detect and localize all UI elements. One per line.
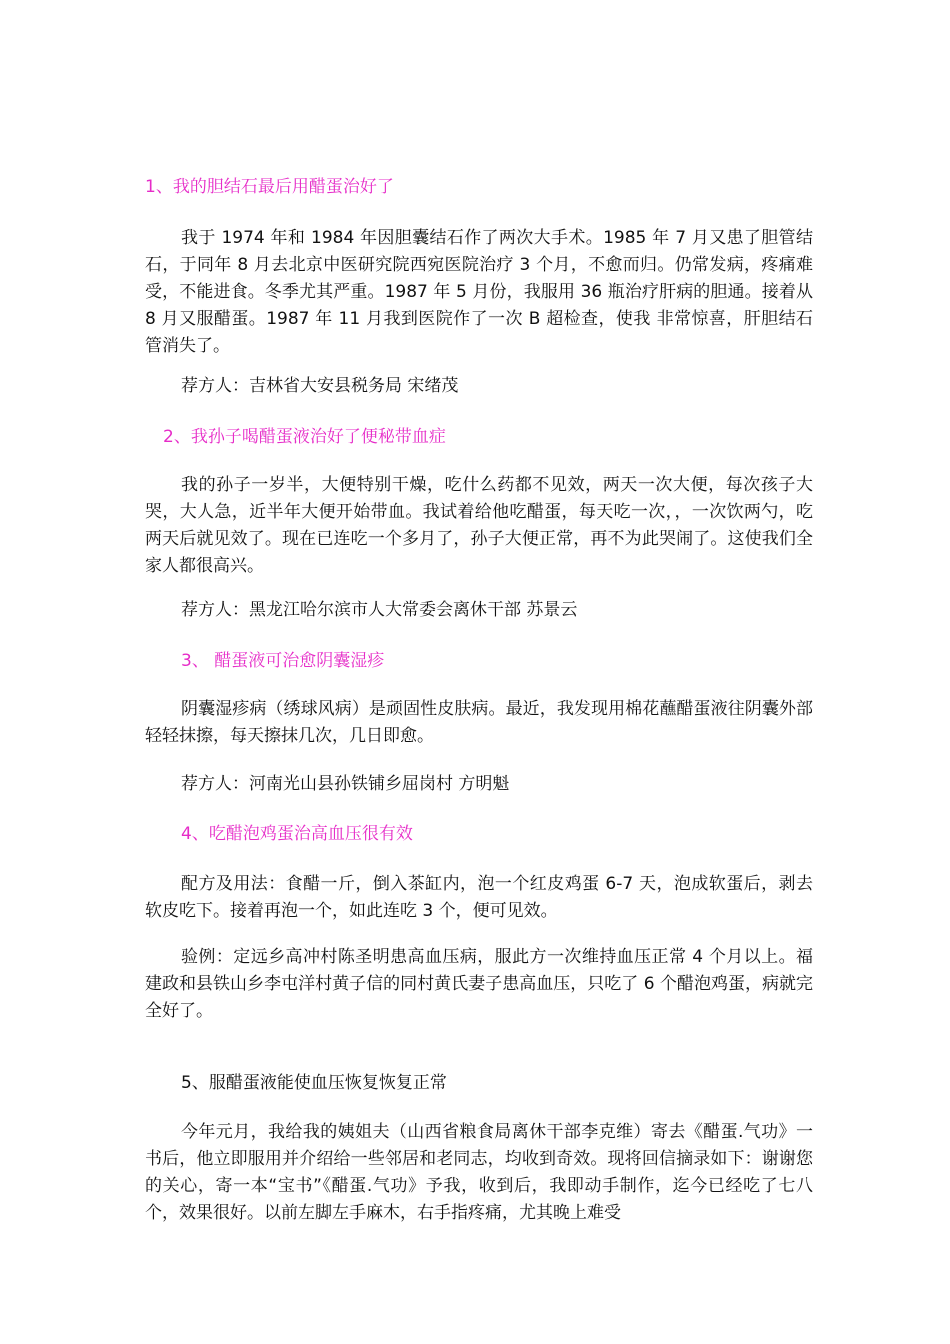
section-3-heading: 3、 醋蛋液可治愈阴囊湿疹 [181, 651, 385, 671]
section-3-referrer: 荐方人：河南光山县孙铁铺乡屈岗村 方明魁 [181, 774, 510, 794]
section-1-paragraph: 我于 1974 年和 1984 年因胆囊结石作了两次大手术。1985 年 7 月又患了胆管结石，于同年 8 月去北京中医研究院西宛医院治疗 3 个月，不愈而归。仍常发病，疼痛难受，不能进食。冬季尤其严重。1987 年 5 月份，我服用 36 瓶治疗肝病的胆通。接着从 8 月又服醋蛋。1987 年 11 月我到医院作了一次 B 超检查，使我 非常惊喜，肝胆结石管消失了。 [145, 228, 813, 356]
section-2-heading: 2、我孙子喝醋蛋液治好了便秘带血症 [163, 427, 446, 447]
section-2-paragraph: 我的孙子一岁半，大便特别干燥，吃什么药都不见效，两天一次大便，每次孩子大哭，大人急，近半年大便开始带血。我试着给他吃醋蛋，每天吃一次，，一次饮两勺，吃两天后就见效了。现在已连吃一个多月了，孙子大便正常，再不为此哭闹了。这使我们全家人都很高兴。 [145, 475, 813, 576]
section-1-heading: 1、我的胆结石最后用醋蛋治好了 [145, 177, 394, 197]
section-5-paragraph: 今年元月，我给我的姨姐夫（山西省粮食局离休干部李克维）寄去《醋蛋.气功》一书后，他立即服用并介绍给一些邻居和老同志，均收到奇效。现将回信摘录如下：谢谢您的关心，寄一本“宝书”《醋蛋.气功》予我，收到后，我即动手制作，迄今已经吃了七八个，效果很好。以前左脚左手麻木，右手指疼痛，尤其晚上难受 [145, 1122, 813, 1223]
section-1-referrer: 荐方人：吉林省大安县税务局 宋绪茂 [181, 376, 459, 396]
section-4-paragraph-example: 验例：定远乡高冲村陈圣明患高血压病，服此方一次维持血压正常 4 个月以上。福建政和县铁山乡李屯洋村黄子信的同村黄氏妻子患高血压，只吃了 6 个醋泡鸡蛋，病就完全好了。 [145, 947, 813, 1021]
section-2-referrer: 荐方人：黑龙江哈尔滨市人大常委会离休干部 苏景云 [181, 600, 578, 620]
section-5-heading: 5、服醋蛋液能使血压恢复恢复正常 [181, 1073, 447, 1093]
section-4-paragraph-recipe: 配方及用法：食醋一斤，倒入茶缸内，泡一个红皮鸡蛋 6-7 天，泡成软蛋后，剥去软皮吃下。接着再泡一个，如此连吃 3 个，便可见效。 [145, 874, 813, 921]
section-4-heading: 4、吃醋泡鸡蛋治高血压很有效 [181, 824, 413, 844]
section-3-paragraph: 阴囊湿疹病（绣球风病）是顽固性皮肤病。最近，我发现用棉花蘸醋蛋液往阴囊外部轻轻抹擦，每天擦抹几次，几日即愈。 [145, 699, 813, 746]
